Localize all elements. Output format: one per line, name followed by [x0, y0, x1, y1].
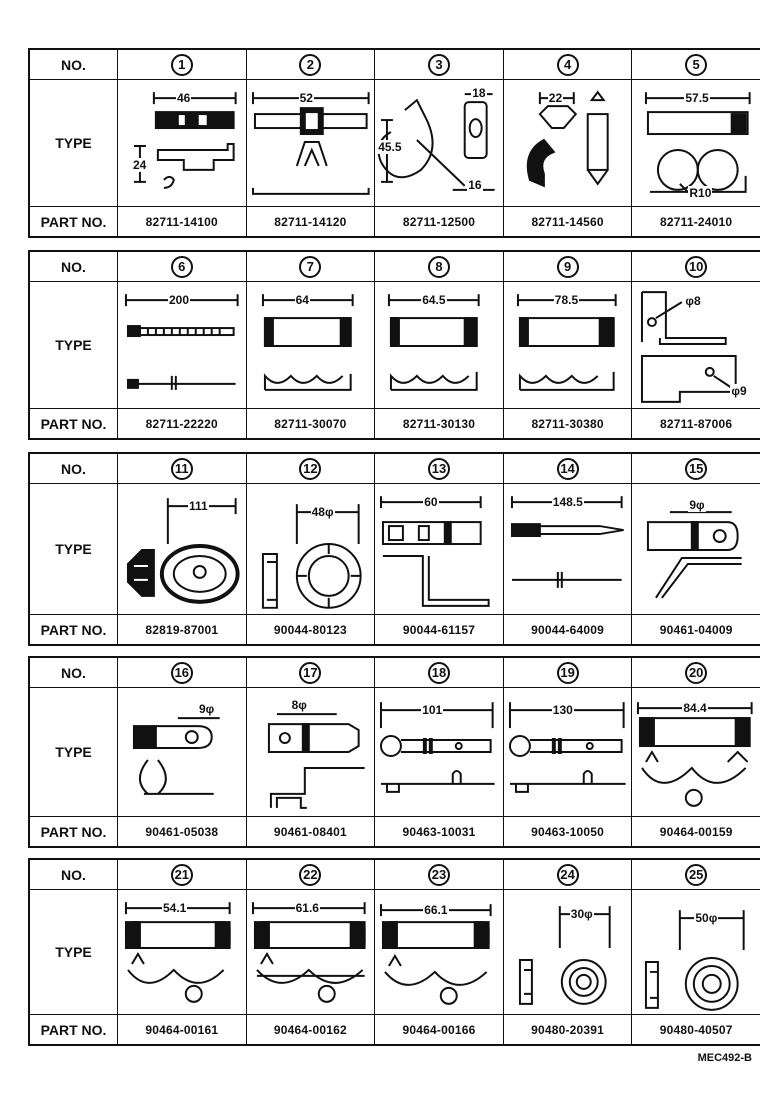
part-no-label: PART NO.: [30, 817, 118, 846]
item-number-16: 16: [171, 662, 193, 684]
dimension-label: 54.1: [163, 901, 187, 915]
parts-table-5: [28, 858, 760, 1046]
part-number: 82711-24010: [660, 214, 733, 229]
part-drawing-7: [247, 282, 375, 408]
item-number-1: 1: [171, 54, 193, 76]
dimension-label: 24: [133, 158, 147, 172]
type-label: TYPE: [30, 484, 118, 614]
item-number-19: 19: [557, 662, 579, 684]
part-drawing-14: [504, 484, 632, 614]
parts-table-1: [28, 48, 760, 238]
part-number: 90044-61157: [402, 622, 476, 637]
grommet-drawing-12: [247, 484, 375, 614]
part-no-label: PART NO.: [30, 409, 118, 438]
item-number-10: 10: [685, 256, 707, 278]
item-number-24: 24: [557, 864, 579, 886]
type-label: TYPE: [30, 282, 118, 408]
item-number-12: 12: [299, 458, 321, 480]
part-no-row: [30, 816, 760, 846]
part-number: 82711-14560: [531, 214, 604, 229]
part-no-label: PART NO.: [30, 615, 118, 644]
item-number-3: 3: [428, 54, 450, 76]
dimension-label: 45.5: [378, 140, 402, 154]
part-number: 82819-87001: [145, 622, 219, 637]
dimension-label: 84.4: [683, 701, 707, 715]
part-drawing-8: [375, 282, 503, 408]
part-drawing-13: [375, 484, 503, 614]
part-drawing-24: [504, 890, 632, 1014]
type-row: [30, 890, 760, 1014]
type-row: [30, 282, 760, 408]
dimension-label: 16: [468, 178, 482, 192]
part-drawing-1: [118, 80, 246, 206]
part-no-row: [30, 1014, 760, 1044]
part-drawing-16: [118, 688, 246, 816]
part-drawing-2: [247, 80, 375, 206]
no-label: NO.: [30, 252, 118, 281]
no-label: NO.: [30, 860, 118, 889]
dimension-label: 101: [422, 703, 443, 717]
item-number-6: 6: [171, 256, 193, 278]
part-no-label: PART NO.: [30, 207, 118, 236]
part-drawing-22: [247, 890, 375, 1014]
part-drawing-20: [632, 688, 760, 816]
clamp-drawing-7: [247, 282, 375, 408]
header-row: [30, 454, 760, 484]
item-number-4: 4: [557, 54, 579, 76]
part-drawing-12: [247, 484, 375, 614]
part-number: 90464-00162: [273, 1022, 347, 1037]
item-number-14: 14: [557, 458, 579, 480]
dimension-label: 148.5: [552, 495, 583, 509]
part-drawing-10: [632, 282, 760, 408]
dimension-label: 200: [169, 293, 190, 307]
dimension-label: 64.5: [422, 293, 446, 307]
part-drawing-6: [118, 282, 246, 408]
part-drawing-4: [504, 80, 632, 206]
grommet-drawing-11: [118, 484, 246, 614]
bracket-drawing-13: [375, 484, 503, 614]
part-number: 90461-05038: [145, 824, 219, 839]
part-drawing-3: [375, 80, 503, 206]
dimension-label: 64: [295, 293, 309, 307]
item-number-2: 2: [299, 54, 321, 76]
figure-code: MEC492-B: [697, 1052, 752, 1064]
header-row: [30, 252, 760, 282]
dimension-label: 46: [177, 91, 191, 105]
part-drawing-17: [247, 688, 375, 816]
dimension-label: 50φ: [695, 911, 718, 925]
item-number-9: 9: [557, 256, 579, 278]
dimension-label: 9φ: [199, 702, 215, 716]
dimension-label: 9φ: [689, 498, 705, 512]
part-no-row: [30, 206, 760, 236]
dimension-label: 61.6: [295, 901, 319, 915]
part-no-row: [30, 408, 760, 438]
no-label: NO.: [30, 454, 118, 483]
type-row: [30, 688, 760, 816]
item-number-7: 7: [299, 256, 321, 278]
part-number: 82711-30130: [402, 416, 476, 431]
part-number: 90044-80123: [273, 622, 347, 637]
dimension-label: 30φ: [570, 907, 593, 921]
part-number: 82711-30380: [531, 416, 604, 431]
part-drawing-11: [118, 484, 246, 614]
part-drawing-5: [632, 80, 760, 206]
parts-table-2: [28, 250, 760, 440]
grommet-drawing-24: [504, 890, 632, 1014]
part-number: 82711-12500: [402, 214, 476, 229]
part-number: 82711-22220: [145, 416, 218, 431]
header-row: [30, 50, 760, 80]
item-number-11: 11: [171, 458, 193, 480]
part-number: 90464-00166: [402, 1022, 476, 1037]
item-number-8: 8: [428, 256, 450, 278]
dimension-label: 111: [189, 499, 208, 513]
parts-table-4: [28, 656, 760, 848]
item-number-25: 25: [685, 864, 707, 886]
item-number-22: 22: [299, 864, 321, 886]
part-number: 82711-30070: [274, 416, 347, 431]
item-number-13: 13: [428, 458, 450, 480]
header-row: [30, 860, 760, 890]
part-drawing-18: [375, 688, 503, 816]
part-drawing-25: [632, 890, 760, 1014]
clamp-drawing-17: [247, 688, 375, 816]
header-row: [30, 658, 760, 688]
part-number: 82711-87006: [660, 416, 733, 431]
part-number: 82711-14100: [145, 214, 218, 229]
part-number: 82711-14120: [274, 214, 347, 229]
part-no-row: [30, 614, 760, 644]
part-number: 90044-64009: [531, 622, 605, 637]
dimension-label: 8φ: [291, 698, 307, 712]
part-number: 90464-00161: [145, 1022, 219, 1037]
dimension-label: φ9: [731, 384, 747, 398]
part-drawing-19: [504, 688, 632, 816]
dimension-label: 130: [552, 703, 573, 717]
grommet-drawing-25: [632, 890, 760, 1014]
dimension-label: 18: [472, 86, 486, 100]
part-drawing-23: [375, 890, 503, 1014]
part-drawing-9: [504, 282, 632, 408]
no-label: NO.: [30, 50, 118, 79]
dimension-label: R10: [689, 186, 712, 200]
type-row: [30, 80, 760, 206]
part-no-label: PART NO.: [30, 1015, 118, 1044]
type-label: TYPE: [30, 688, 118, 816]
part-number: 90461-04009: [659, 622, 733, 637]
dimension-label: 60: [424, 495, 438, 509]
part-number: 90480-20391: [531, 1022, 605, 1037]
item-number-18: 18: [428, 662, 450, 684]
dimension-label: 66.1: [424, 903, 448, 917]
part-number: 90461-08401: [273, 824, 347, 839]
dimension-label: φ8: [685, 294, 701, 308]
no-label: NO.: [30, 658, 118, 687]
part-number: 90463-10031: [402, 824, 476, 839]
type-label: TYPE: [30, 890, 118, 1014]
parts-table-3: [28, 452, 760, 646]
type-label: TYPE: [30, 80, 118, 206]
dimension-label: 48φ: [311, 505, 334, 519]
item-number-17: 17: [299, 662, 321, 684]
part-number: 90463-10050: [531, 824, 605, 839]
item-number-15: 15: [685, 458, 707, 480]
dimension-label: 22: [548, 91, 563, 105]
dimension-label: 57.5: [685, 91, 709, 105]
part-number: 90464-00159: [659, 824, 733, 839]
dimension-label: 78.5: [554, 293, 579, 307]
part-number: 90480-40507: [659, 1022, 733, 1037]
item-number-23: 23: [428, 864, 450, 886]
part-drawing-15: [632, 484, 760, 614]
dimension-label: 52: [299, 91, 313, 105]
part-drawing-21: [118, 890, 246, 1014]
type-row: [30, 484, 760, 614]
item-number-21: 21: [171, 864, 193, 886]
item-number-5: 5: [685, 54, 707, 76]
item-number-20: 20: [685, 662, 707, 684]
clip-drawing-4: [504, 80, 632, 206]
clamp-drawing-16: [118, 688, 246, 816]
